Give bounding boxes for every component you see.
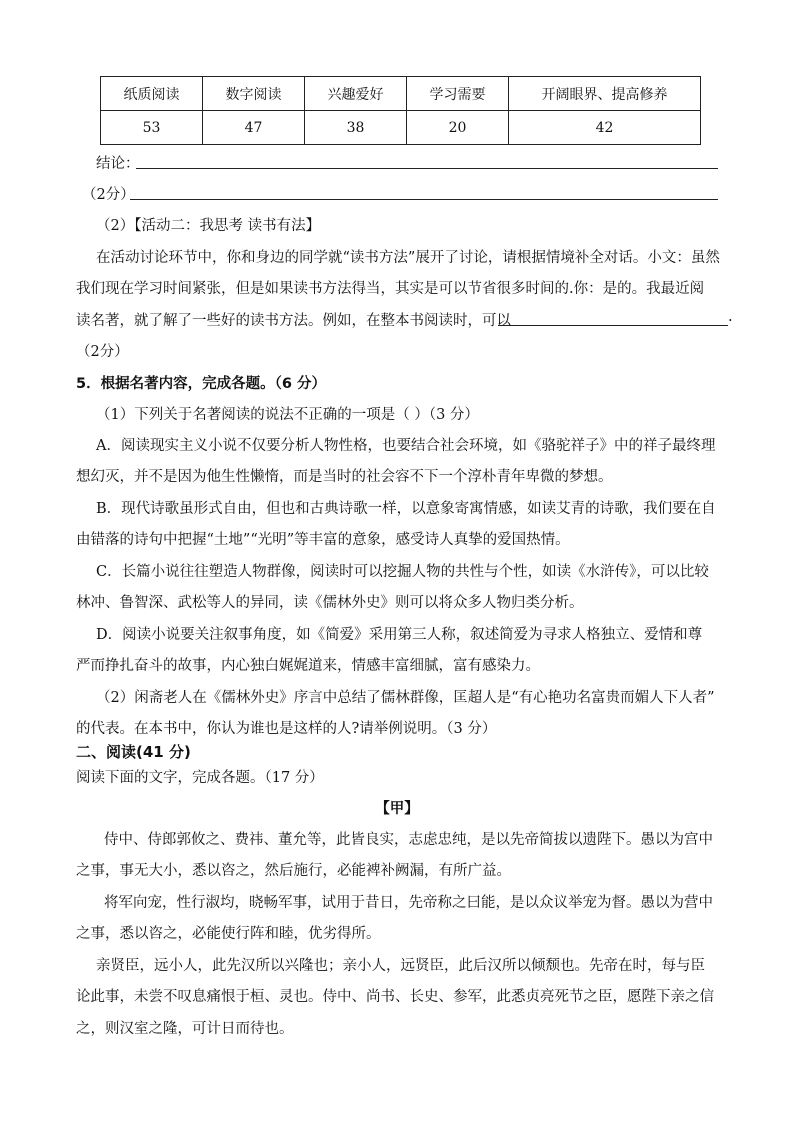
section-2-title: 二、阅读(41 分) bbox=[76, 743, 191, 761]
table-header-cell: 开阔眼界、提高修养 bbox=[509, 77, 701, 111]
option-b: B．现代诗歌虽形式自由，但也和古典诗歌一样，以意象寄寓情感，如读艾青的诗歌，我们要在自 bbox=[96, 501, 716, 517]
conclusion-answer-line[interactable] bbox=[136, 168, 718, 169]
passage-paragraph: 侍中、侍郎郭攸之、费祎、董允等，此皆良实，志虑忠纯，是以先帝简拔以遗陛下。愚以为宫中 bbox=[104, 832, 713, 848]
activity2-line-end: . bbox=[728, 309, 733, 325]
conclusion-answer-line-2[interactable] bbox=[130, 199, 718, 200]
conclusion-label: 结论： bbox=[96, 156, 140, 172]
option-b-cont: 由错落的诗句中把握“土地”“光明”等丰富的意象，感受诗人真挚的爱国热情。 bbox=[76, 532, 570, 548]
passage-paragraph: 亲贤臣，远小人，此先汉所以兴隆也；亲小人，远贤臣，此后汉所以倾颓也。先帝在时，每与臣 bbox=[96, 958, 705, 974]
option-d: D．阅读小说要关注叙事角度，如《简爱》采用第三人称，叙述简爱为寻求人格独立、爱情和尊 bbox=[96, 627, 703, 643]
table-cell: 53 bbox=[101, 111, 203, 145]
passage-paragraph-cont: 之事，事无大小，悉以咨之，然后施行，必能裨补阙漏，有所广益。 bbox=[76, 863, 511, 879]
passage-jia-heading: 【甲】 bbox=[375, 801, 419, 817]
survey-table bbox=[100, 76, 701, 145]
passage-paragraph: 将军向宠，性行淑均，晓畅军事，试用于昔日，先帝称之曰能，是以众议举宠为督。愚以为营中 bbox=[104, 895, 713, 911]
option-c: C．长篇小说往往塑造人物群像，阅读时可以挖掘人物的共性与个性，如读《水浒传》，可以比较 bbox=[96, 564, 709, 580]
option-a: A．阅读现实主义小说不仅要分析人物性格，也要结合社会环境，如《骆驼祥子》中的祥子最终理 bbox=[96, 438, 716, 454]
table-row bbox=[101, 111, 701, 145]
table-cell: 42 bbox=[509, 111, 701, 145]
table-header-row bbox=[101, 77, 701, 111]
activity2-score: （2分） bbox=[76, 344, 129, 360]
activity2-line: 在活动讨论环节中，你和身边的同学就“读书方法”展开了讨论，请根据情境补全对话。小文：虽然 bbox=[96, 250, 720, 266]
section-2-intro: 阅读下面的文字，完成各题。（17 分） bbox=[76, 770, 324, 786]
question-5-title: 5．根据名著内容，完成各题。（6 分） bbox=[76, 376, 326, 392]
activity2-line: 我们现在学习时间紧张，但是如果读书方法得当，其实是可以节省很多时间的.你：是的。我最近阅 bbox=[76, 281, 705, 297]
table-header-cell: 纸质阅读 bbox=[101, 77, 203, 111]
conclusion-score: （2分） bbox=[82, 187, 135, 203]
q5-sub2: （2）闲斋老人在《儒林外史》序言中总结了儒林群像，匡超人是“有心艳功名富贵而媚人下人者” bbox=[96, 690, 715, 706]
table-cell: 47 bbox=[203, 111, 305, 145]
activity2-line: 读名著，就了解了一些好的读书方法。例如，在整本书阅读时，可以 bbox=[76, 313, 511, 329]
q5-sub2-cont: 的代表。在本书中，你认为谁也是这样的人?请举例说明。（3 分） bbox=[76, 721, 497, 737]
passage-paragraph-cont: 之，则汉室之隆，可计日而待也。 bbox=[76, 1021, 294, 1037]
table-header-cell: 兴趣爱好 bbox=[305, 77, 407, 111]
option-c-cont: 林冲、鲁智深、武松等人的异同，读《儒林外史》则可以将众多人物归类分析。 bbox=[76, 595, 584, 611]
option-d-cont: 严而挣扎奋斗的故事，内心独白娓娓道来，情感丰富细腻，富有感染力。 bbox=[76, 658, 540, 674]
table-cell: 38 bbox=[305, 111, 407, 145]
passage-paragraph-cont: 论此事，未尝不叹息痛恨于桓、灵也。侍中、尚书、长史、参军，此悉贞亮死节之臣，愿陛下亲之信 bbox=[76, 989, 714, 1005]
activity2-title: （2）【活动二：我思考 读书有法】 bbox=[96, 218, 321, 234]
passage-paragraph-cont: 之事，悉以咨之，必能使行阵和睦，优劣得所。 bbox=[76, 926, 381, 942]
table-header-cell: 学习需要 bbox=[407, 77, 509, 111]
table-header-cell: 数字阅读 bbox=[203, 77, 305, 111]
option-a-cont: 想幻灭，并不是因为他生性懒惰，而是当时的社会容不下一个淳朴青年卑微的梦想。 bbox=[76, 469, 613, 485]
q5-sub1: （1）下列关于名著阅读的说法不正确的一项是（ ）（3 分） bbox=[96, 407, 479, 423]
table-cell: 20 bbox=[407, 111, 509, 145]
activity2-answer-line[interactable] bbox=[498, 325, 728, 326]
